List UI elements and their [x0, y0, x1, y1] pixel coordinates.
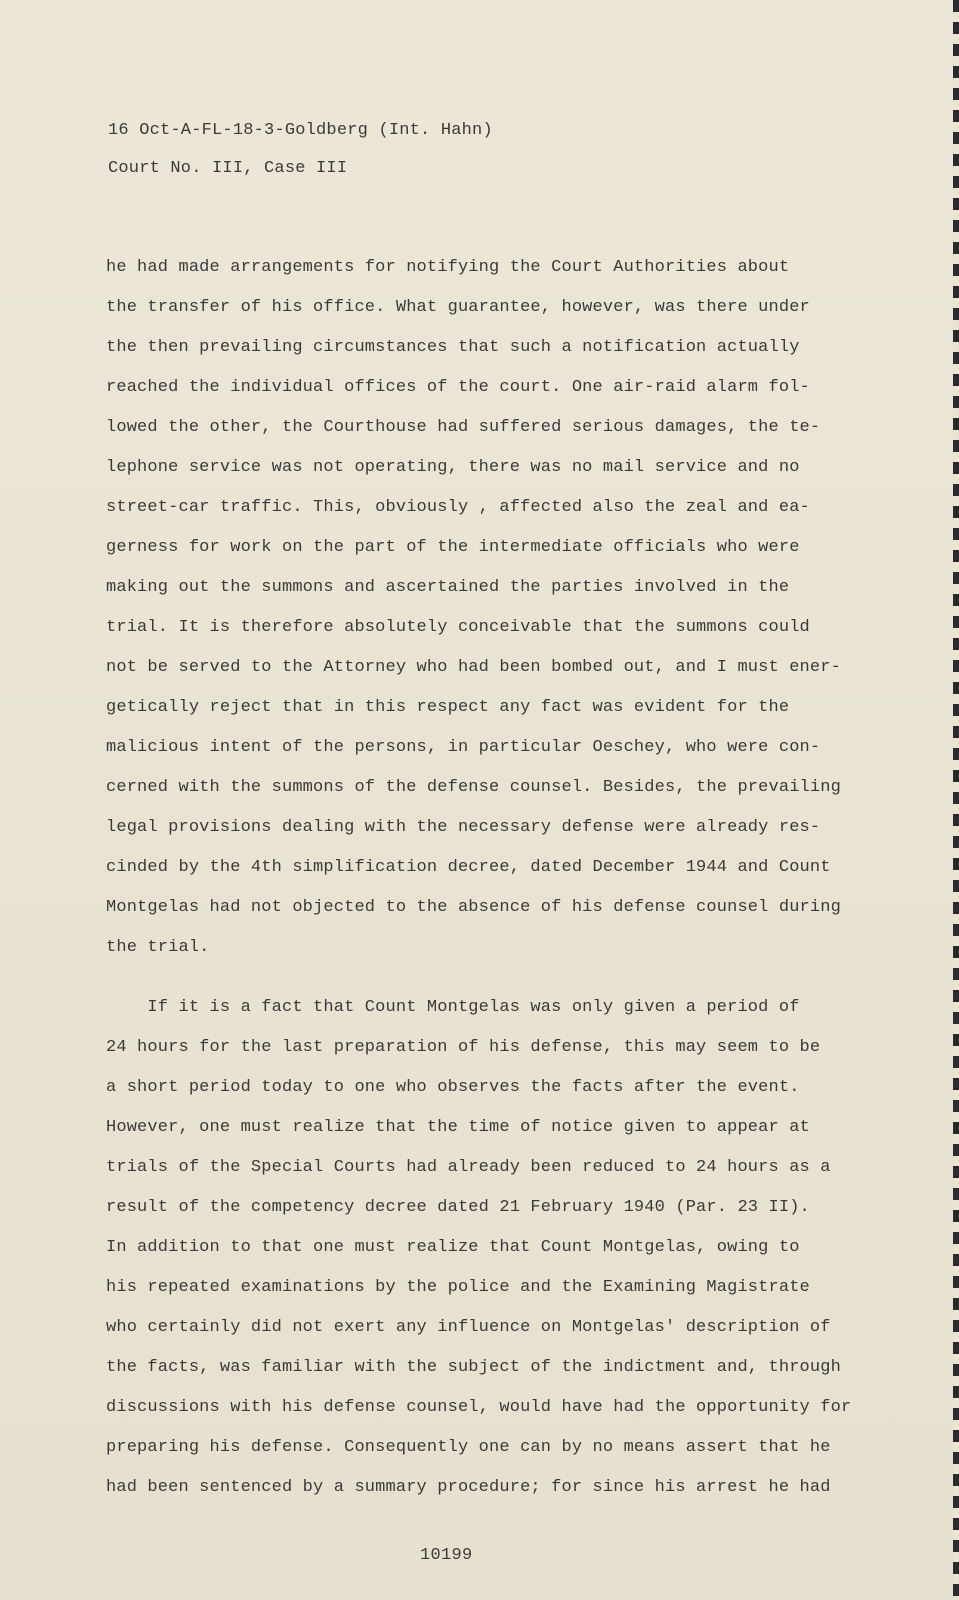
text-line: the trial.	[106, 938, 210, 957]
text-line: Montgelas had not objected to the absence of his defense counsel during	[106, 898, 841, 917]
text-line: the transfer of his office. What guarantee, however, was there under	[106, 298, 810, 317]
text-line: he had made arrangements for notifying the Court Authorities about	[106, 258, 790, 277]
text-line: preparing his defense. Consequently one can by no means assert that he	[106, 1438, 831, 1457]
text-line: trials of the Special Courts had already been reduced to 24 hours as a	[106, 1158, 831, 1177]
text-line: not be served to the Attorney who had been bombed out, and I must ener-	[106, 658, 841, 677]
text-line: gerness for work on the part of the intermediate officials who were	[106, 538, 800, 557]
text-line: If it is a fact that Count Montgelas was only given a period of	[106, 998, 800, 1017]
text-line: 24 hours for the last preparation of his defense, this may seem to be	[106, 1038, 821, 1057]
text-line: result of the competency decree dated 21 February 1940 (Par. 23 II).	[106, 1198, 810, 1217]
text-line: lephone service was not operating, there was no mail service and no	[106, 458, 800, 477]
text-line: malicious intent of the persons, in particular Oeschey, who were con-	[106, 738, 821, 757]
text-line: In addition to that one must realize that Count Montgelas, owing to	[106, 1238, 800, 1257]
text-line: the then prevailing circumstances that such a notification actually	[106, 338, 800, 357]
header-reference: 16 Oct-A-FL-18-3-Goldberg (Int. Hahn)	[108, 121, 493, 140]
binding-edge	[953, 0, 959, 1600]
text-line: a short period today to one who observes the facts after the event.	[106, 1078, 800, 1097]
text-line: legal provisions dealing with the necessary defense were already res-	[106, 818, 821, 837]
text-line: However, one must realize that the time of notice given to appear at	[106, 1118, 810, 1137]
text-line: had been sentenced by a summary procedure; for since his arrest he had	[106, 1478, 831, 1497]
text-line: making out the summons and ascertained the parties involved in the	[106, 578, 790, 597]
document-header	[108, 112, 493, 188]
header-court-case: Court No. III, Case III	[108, 159, 348, 178]
text-line: lowed the other, the Courthouse had suffered serious damages, the te-	[106, 418, 821, 437]
text-line: trial. It is therefore absolutely conceivable that the summons could	[106, 618, 810, 637]
text-line: cinded by the 4th simplification decree, dated December 1944 and Count	[106, 858, 831, 877]
text-line: cerned with the summons of the defense counsel. Besides, the prevailing	[106, 778, 841, 797]
text-line: discussions with his defense counsel, would have had the opportunity for	[106, 1398, 852, 1417]
text-line: street-car traffic. This, obviously , affected also the zeal and ea-	[106, 498, 810, 517]
text-line: who certainly did not exert any influence on Montgelas' description of	[106, 1318, 831, 1337]
text-line: the facts, was familiar with the subject of the indictment and, through	[106, 1358, 841, 1377]
page-number: 10199	[420, 1546, 473, 1565]
text-line: his repeated examinations by the police and the Examining Magistrate	[106, 1278, 810, 1297]
text-line: reached the individual offices of the court. One air-raid alarm fol-	[106, 378, 810, 397]
text-line: getically reject that in this respect any fact was evident for the	[106, 698, 790, 717]
